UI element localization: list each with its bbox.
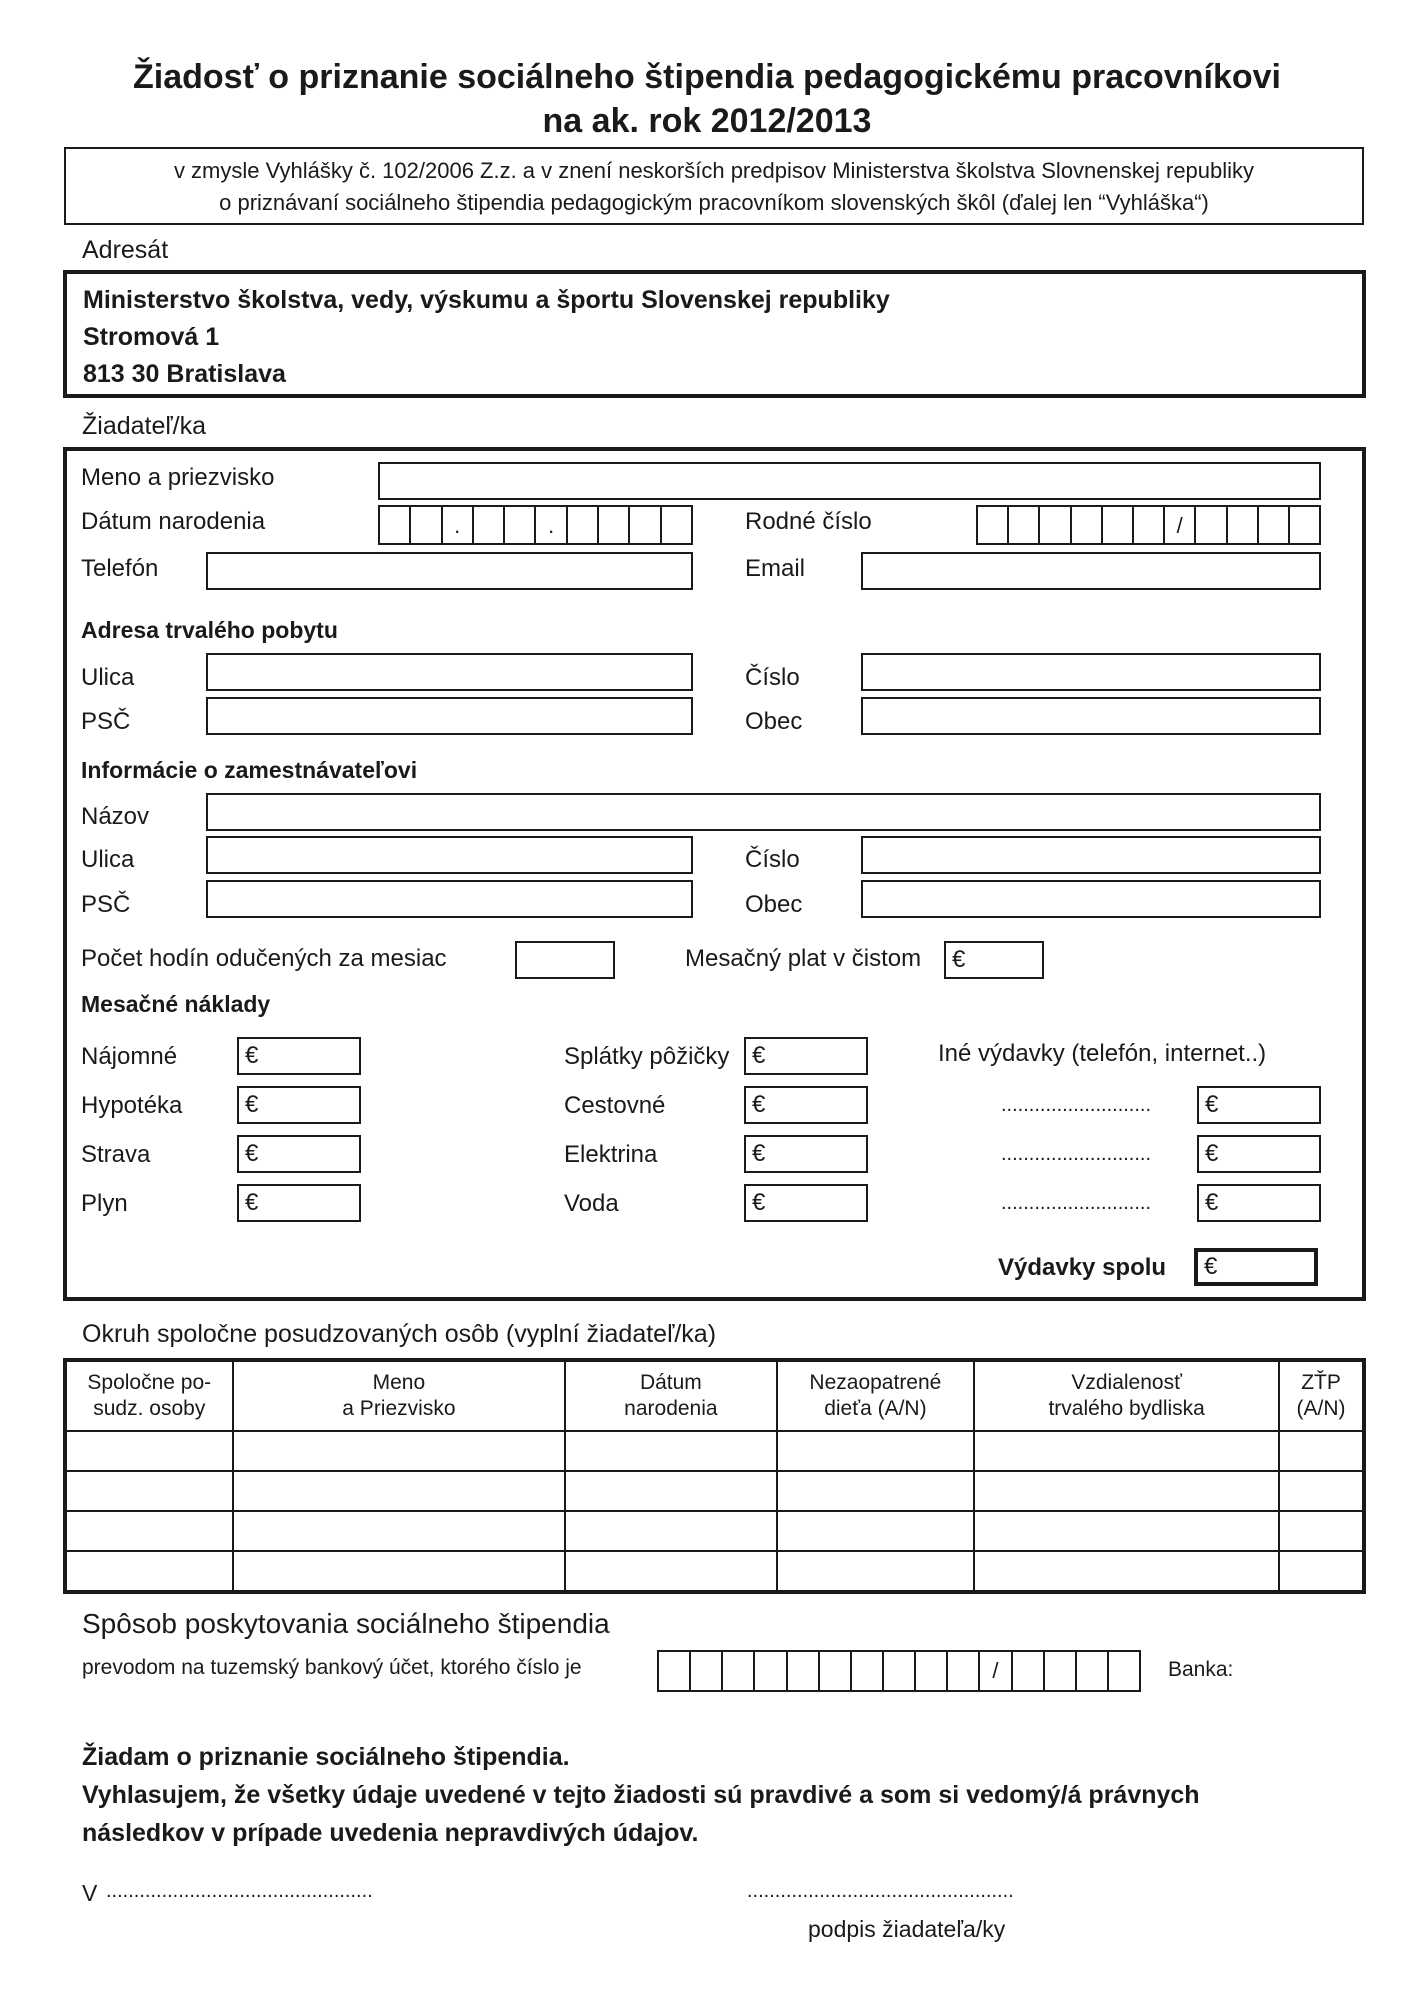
table-cell[interactable] (233, 1551, 566, 1592)
bank-account-cell[interactable] (755, 1652, 787, 1690)
name-label: Meno a priezvisko (81, 464, 275, 491)
euro-sign: € (1205, 1091, 1219, 1118)
payment-heading: Spôsob poskytovania sociálneho štipendia (82, 1608, 610, 1639)
birthdate-cell[interactable] (662, 507, 691, 543)
cost-label: Voda (564, 1190, 619, 1217)
birth-number-cell[interactable] (1196, 507, 1227, 543)
column-header-line1: Dátum (639, 1371, 702, 1394)
bank-account-cell[interactable] (916, 1652, 948, 1690)
bank-account-cell[interactable] (691, 1652, 723, 1690)
employer-number-label: Číslo (745, 846, 800, 873)
table-row (65, 1471, 1364, 1511)
birth-number-cell[interactable] (1134, 507, 1165, 543)
column-header (233, 1360, 566, 1431)
cost-label: Cestovné (564, 1092, 666, 1119)
birthdate-cell[interactable] (599, 507, 630, 543)
bank-account-cell[interactable] (1077, 1652, 1109, 1690)
signature-label: podpis žiadateľa/ky (808, 1916, 1006, 1942)
cost-label: Strava (81, 1141, 151, 1168)
table-cell[interactable] (974, 1431, 1279, 1471)
column-header-line1: ZŤP (1301, 1371, 1341, 1394)
legal-basis-line2: o priznávaní sociálneho štipendia pedagogickým pracovníkom slovenských škôl (ďalej len “Vyhláška“) (219, 190, 1209, 215)
euro-sign: € (245, 1042, 259, 1069)
table-cell[interactable] (1279, 1511, 1364, 1551)
place-prefix: V (82, 1880, 98, 1906)
table-cell[interactable] (1279, 1431, 1364, 1471)
bank-account-cell[interactable] (1013, 1652, 1045, 1690)
salary-field[interactable] (944, 941, 1044, 979)
birth-number-cell[interactable] (1040, 507, 1071, 543)
bank-account-cell[interactable] (1045, 1652, 1077, 1690)
birth-number-cell[interactable] (978, 507, 1009, 543)
employer-zip-field[interactable] (206, 880, 693, 918)
birthdate-cell[interactable] (474, 507, 505, 543)
total-expenses-label: Výdavky spolu (998, 1254, 1167, 1281)
employer-number-field[interactable] (861, 836, 1321, 874)
euro-sign: € (752, 1042, 766, 1069)
residence-number-label: Číslo (745, 664, 800, 691)
table-cell[interactable] (777, 1511, 975, 1551)
birthdate-cell[interactable] (568, 507, 599, 543)
table-cell[interactable] (233, 1431, 566, 1471)
birth-number-label: Rodné číslo (745, 508, 872, 535)
bank-account-cell[interactable] (1109, 1652, 1139, 1690)
column-header (777, 1360, 975, 1431)
table-cell[interactable] (565, 1511, 776, 1551)
form-title-year: na ak. rok 2012/2013 (542, 102, 872, 140)
column-header-line2: dieťa (A/N) (824, 1397, 927, 1420)
employer-street-label: Ulica (81, 846, 135, 873)
declaration-line1: Žiadam o priznanie sociálneho štipendia. (82, 1743, 570, 1771)
column-header-line1: Meno (372, 1371, 426, 1394)
table-cell[interactable] (65, 1551, 233, 1592)
residence-city-field[interactable] (861, 697, 1321, 735)
cost-field[interactable] (744, 1037, 868, 1075)
employer-street-field[interactable] (206, 836, 693, 874)
table-cell[interactable] (565, 1431, 776, 1471)
cost-field[interactable] (237, 1037, 361, 1075)
residence-heading: Adresa trvalého pobytu (81, 617, 338, 643)
column-header-line2: trvalého bydliska (1048, 1397, 1205, 1420)
column-header (974, 1360, 1279, 1431)
table-row (65, 1431, 1364, 1471)
column-header-line2: sudz. osoby (93, 1397, 206, 1420)
email-label: Email (745, 555, 806, 582)
addressee-line1: Ministerstvo školstva, vedy, výskumu a športu Slovenskej republiky (83, 286, 890, 314)
birth-number-cell[interactable] (1259, 507, 1290, 543)
column-header (565, 1360, 776, 1431)
addressee-line2: Stromová 1 (83, 323, 220, 351)
table-cell[interactable] (233, 1511, 566, 1551)
euro-sign: € (752, 1189, 766, 1216)
costs-heading: Mesačné náklady (81, 991, 271, 1017)
table-cell[interactable] (565, 1551, 776, 1592)
legal-basis-line1: v zmysle Vyhlášky č. 102/2006 Z.z. a v znení neskorších predpisov Ministerstva školstva Slovnenskej republiky (173, 158, 1255, 183)
phone-label: Telefón (81, 555, 159, 582)
birth-number-cell[interactable] (1228, 507, 1259, 543)
other-expenses-heading: Iné výdavky (telefón, internet..) (938, 1040, 1267, 1067)
bank-account-cell[interactable] (884, 1652, 916, 1690)
bank-label: Banka: (1168, 1658, 1234, 1681)
euro-sign: € (952, 946, 966, 973)
table-cell[interactable] (65, 1471, 233, 1511)
other-expense-name-field[interactable]: ........................... (1001, 1143, 1152, 1165)
column-header-line2: a Priezvisko (342, 1397, 456, 1420)
bank-account-cell[interactable] (723, 1652, 755, 1690)
residence-street-label: Ulica (81, 664, 135, 691)
table-cell[interactable] (565, 1471, 776, 1511)
euro-sign: € (1205, 1189, 1219, 1216)
birthdate-cell[interactable] (411, 507, 442, 543)
cost-field[interactable] (744, 1135, 868, 1173)
birth-number-cell[interactable] (1290, 507, 1319, 543)
cost-label: Splátky pôžičky (564, 1043, 730, 1070)
birth-number-cell[interactable] (1009, 507, 1040, 543)
birthdate-cell[interactable] (505, 507, 536, 543)
table-cell[interactable] (1279, 1551, 1364, 1592)
salary-label: Mesačný plat v čistom (685, 945, 922, 972)
table-cell[interactable] (777, 1551, 975, 1592)
euro-sign: € (245, 1189, 259, 1216)
cost-label: Hypotéka (81, 1092, 183, 1119)
cost-label: Nájomné (81, 1043, 178, 1070)
table-cell[interactable] (777, 1471, 975, 1511)
cost-field[interactable] (237, 1184, 361, 1222)
euro-sign: € (752, 1140, 766, 1167)
persons-label: Okruh spoločne posudzovaných osôb (vyplní žiadateľ/ka) (82, 1320, 717, 1348)
table-cell[interactable] (233, 1471, 566, 1511)
bank-account-cell[interactable] (820, 1652, 852, 1690)
bank-account-cell[interactable] (948, 1652, 980, 1690)
column-header-line1: Nezaopatrené (809, 1371, 942, 1394)
payment-transfer-label: prevodom na tuzemský bankový účet, ktorého číslo je (82, 1656, 582, 1679)
form-title: Žiadosť o priznanie sociálneho štipendia pedagogickému pracovníkovi (133, 58, 1281, 96)
cost-field[interactable] (744, 1086, 868, 1124)
euro-sign: € (752, 1091, 766, 1118)
other-expense-name-field[interactable]: ........................... (1001, 1094, 1152, 1116)
hours-label: Počet hodín odučených za mesiac (81, 945, 447, 972)
employer-name-field[interactable] (206, 793, 1321, 831)
cost-label: Elektrina (564, 1141, 658, 1168)
residence-zip-label: PSČ (81, 708, 131, 735)
residence-zip-field[interactable] (206, 697, 693, 735)
table-row (65, 1511, 1364, 1551)
declaration-line2: Vyhlasujem, že všetky údaje uvedené v tejto žiadosti sú pravdivé a som si vedomý/á právnych (82, 1781, 1200, 1809)
column-header-line1: Spoločne po- (87, 1371, 212, 1394)
column-header-line2: narodenia (624, 1397, 718, 1420)
table-cell[interactable] (777, 1431, 975, 1471)
birth-number-cell[interactable] (1103, 507, 1134, 543)
total-expenses-field[interactable] (1194, 1248, 1318, 1286)
table-cell[interactable] (974, 1471, 1279, 1511)
birthdate-cell[interactable]: . (536, 507, 567, 543)
signature-field[interactable]: ................................................ (747, 1880, 1014, 1902)
employer-city-label: Obec (745, 891, 803, 918)
persons-table (63, 1358, 1366, 1594)
bank-account-cell[interactable] (788, 1652, 820, 1690)
declaration (82, 1738, 1200, 1852)
other-expense-field[interactable] (1197, 1086, 1321, 1124)
table-cell[interactable] (974, 1551, 1279, 1592)
column-header-line2: (A/N) (1296, 1397, 1346, 1420)
other-expense-field[interactable] (1197, 1135, 1321, 1173)
addressee-line3: 813 30 Bratislava (83, 360, 286, 388)
birthdate-cell[interactable] (380, 507, 411, 543)
birth-number-cells[interactable] (976, 505, 1321, 545)
table-cell[interactable] (65, 1511, 233, 1551)
residence-city-label: Obec (745, 708, 803, 735)
cost-label: Plyn (81, 1190, 128, 1217)
birthdate-cells[interactable] (378, 505, 693, 545)
table-cell[interactable] (1279, 1471, 1364, 1511)
employer-zip-label: PSČ (81, 891, 131, 918)
employer-heading: Informácie o zamestnávateľovi (81, 757, 418, 783)
column-header (65, 1360, 233, 1431)
applicant-box (63, 447, 1366, 1301)
employer-city-field[interactable] (861, 880, 1321, 918)
table-cell[interactable] (65, 1431, 233, 1471)
euro-sign: € (1205, 1140, 1219, 1167)
cost-field[interactable] (237, 1086, 361, 1124)
declaration-line3: následkov v prípade uvedenia nepravdivých údajov. (82, 1819, 699, 1847)
other-expense-field[interactable] (1197, 1184, 1321, 1222)
birthdate-cell[interactable] (630, 507, 661, 543)
name-field[interactable] (378, 462, 1321, 500)
table-row (65, 1551, 1364, 1592)
addressee-box (63, 270, 1366, 398)
birthdate-label: Dátum narodenia (81, 508, 266, 535)
hours-field[interactable] (515, 941, 615, 979)
addressee-label: Adresát (82, 236, 169, 264)
euro-sign: € (1204, 1253, 1218, 1280)
employer-name-label: Názov (81, 803, 150, 830)
other-expense-name-field[interactable]: ........................... (1001, 1192, 1152, 1214)
bank-account-cell[interactable] (659, 1652, 691, 1690)
legal-basis-box (64, 147, 1364, 225)
residence-street-field[interactable] (206, 653, 693, 691)
bank-account-cell[interactable] (852, 1652, 884, 1690)
birth-number-cell[interactable] (1072, 507, 1103, 543)
cost-field[interactable] (744, 1184, 868, 1222)
place-field[interactable]: ................................................ (106, 1880, 373, 1902)
euro-sign: € (245, 1091, 259, 1118)
birth-number-cell[interactable]: / (1165, 507, 1196, 543)
email-field[interactable] (861, 552, 1321, 590)
column-header (1279, 1360, 1364, 1431)
bank-account-cells[interactable] (657, 1650, 1141, 1692)
euro-sign: € (245, 1140, 259, 1167)
column-header-line1: Vzdialenosť (1071, 1371, 1182, 1394)
residence-number-field[interactable] (861, 653, 1321, 691)
table-cell[interactable] (974, 1511, 1279, 1551)
phone-field[interactable] (206, 552, 693, 590)
applicant-label: Žiadateľ/ka (82, 412, 207, 440)
birthdate-cell[interactable]: . (443, 507, 474, 543)
cost-field[interactable] (237, 1135, 361, 1173)
bank-account-cell[interactable]: / (980, 1652, 1012, 1690)
